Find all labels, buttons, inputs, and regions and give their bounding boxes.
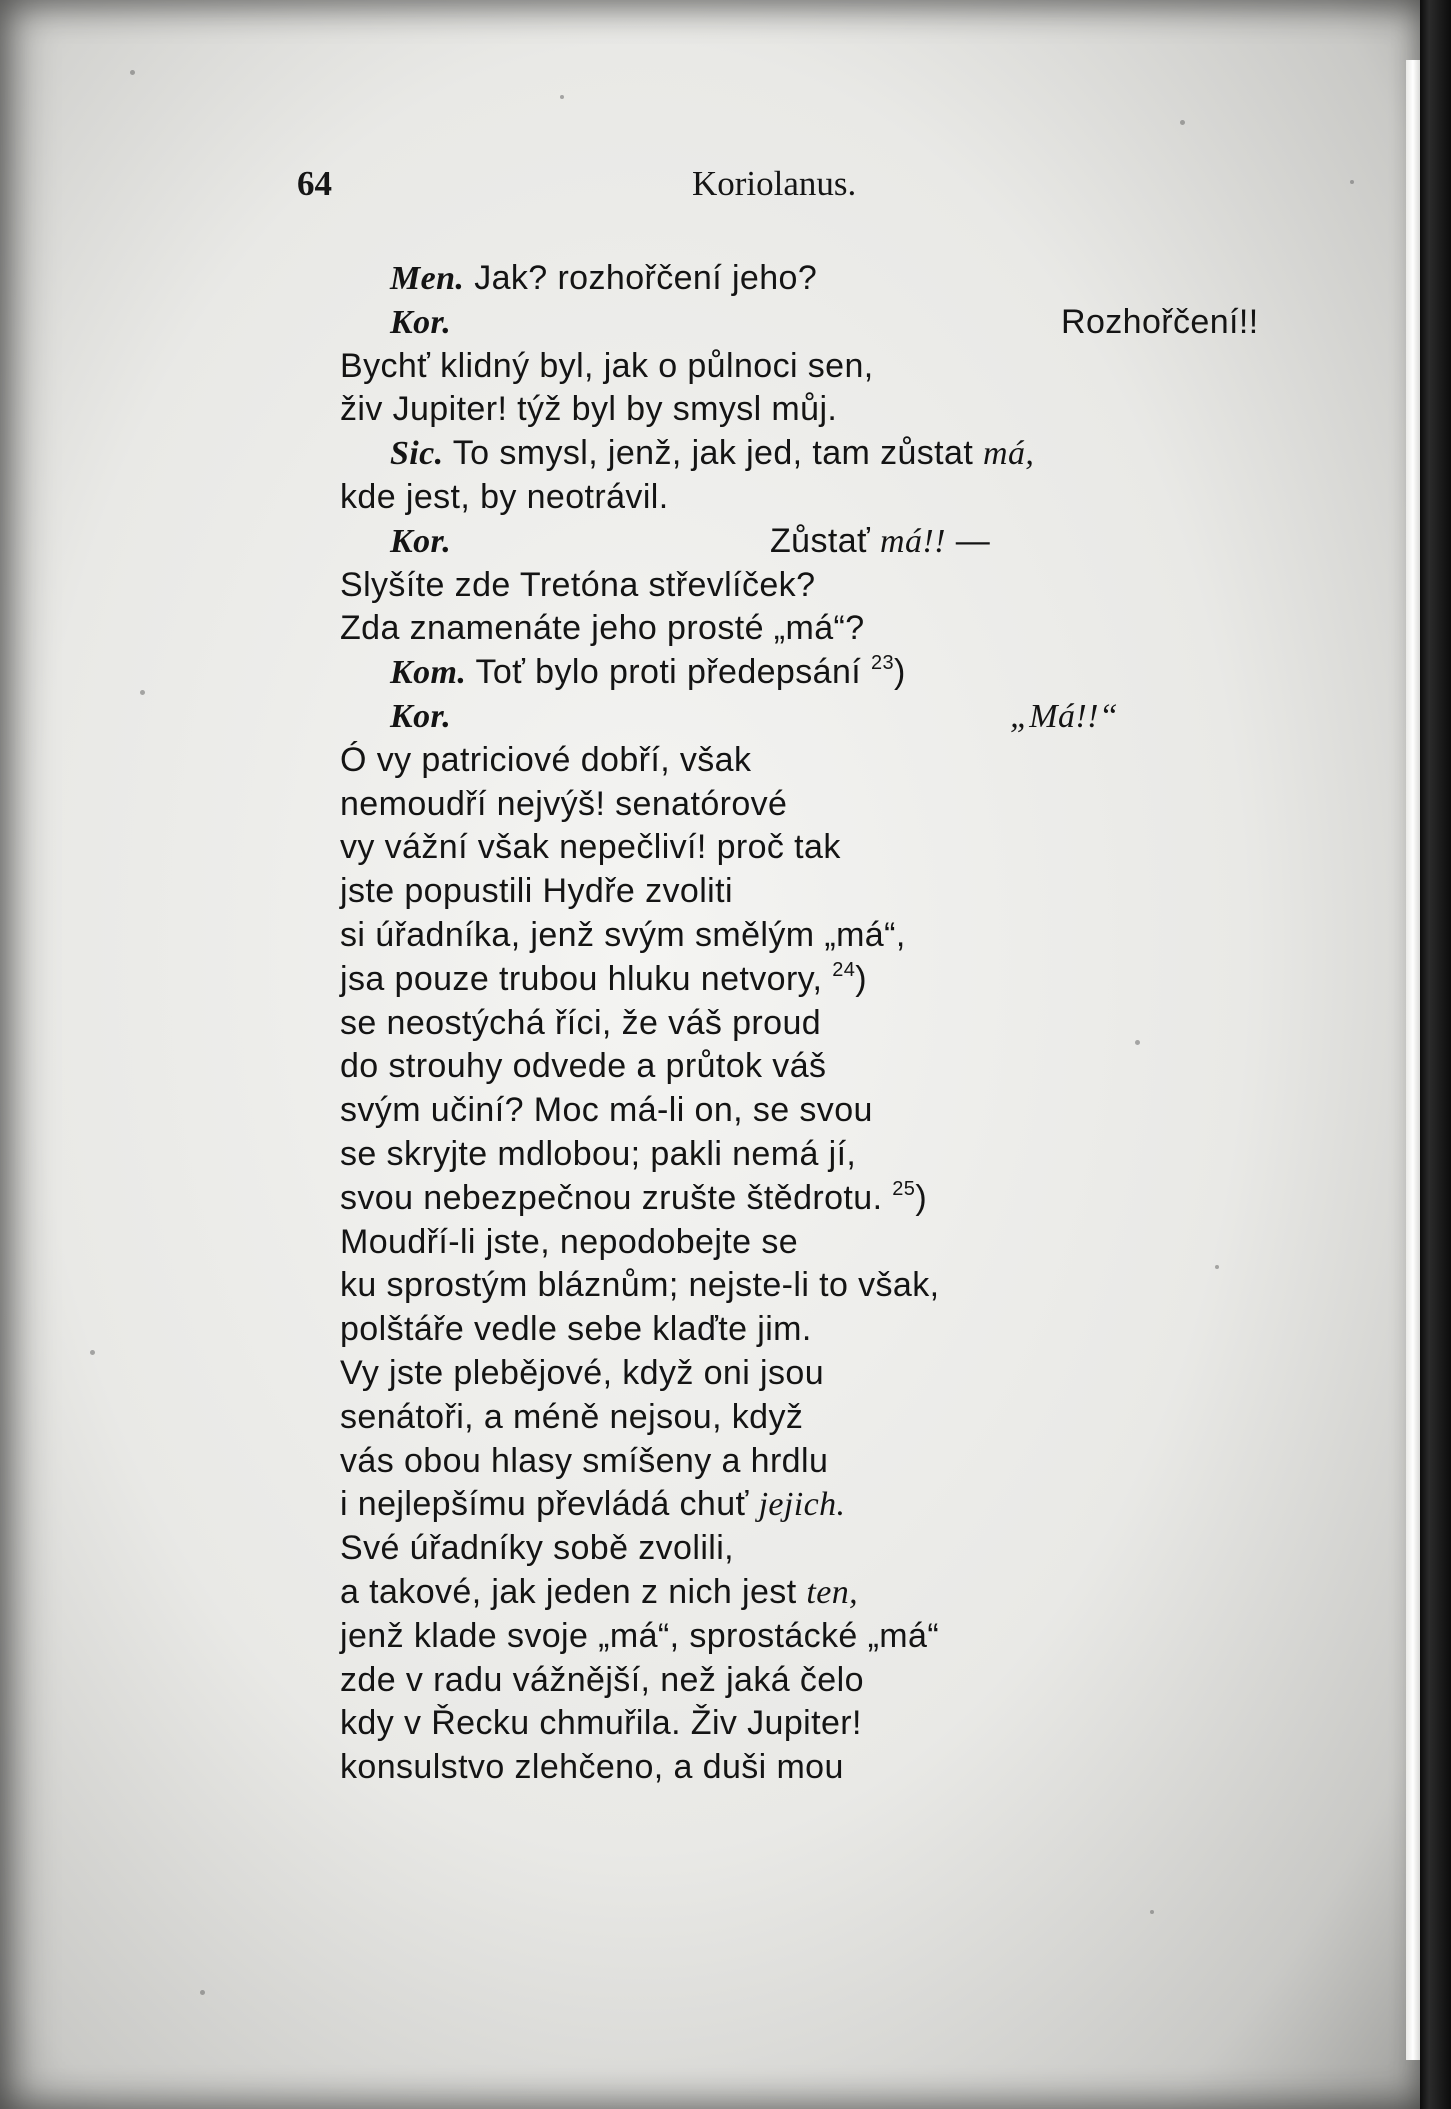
line-text-right: „Má!!“: [1010, 697, 1119, 735]
text-line: [340, 739, 1240, 783]
page-edge-highlight: [1406, 60, 1420, 2060]
line-text-italic: má!!: [880, 522, 946, 560]
line-text: se skryjte mdlobou; pakli nemá jí,: [340, 1134, 857, 1173]
line-text: zde v radu vážnější, než jaká čelo: [340, 1660, 864, 1699]
line-text-italic: má,: [983, 435, 1035, 473]
line-text: polštáře vedle sebe klaďte jim.: [340, 1310, 812, 1349]
line-text: se neostýchá říci, že váš proud: [340, 1003, 822, 1042]
line-text: Slyšíte zde Tretóna střevlíček?: [340, 565, 816, 604]
text-line: [340, 388, 1240, 432]
text-line: [340, 1396, 1240, 1440]
text-line: [340, 1221, 1240, 1265]
line-text-italic: jejich.: [758, 1486, 846, 1524]
speaker-label: Men.: [390, 260, 465, 297]
text-line: [340, 607, 1240, 651]
paper-speck: [140, 690, 145, 695]
text-line: [340, 914, 1240, 958]
line-text: jenž klade svoje „má“, sprostácké „má“: [340, 1616, 940, 1655]
paper-speck: [90, 1350, 95, 1355]
paper-speck: [1350, 180, 1354, 184]
line-text: To smysl, jenž, jak jed, tam zůstat: [443, 434, 984, 473]
line-text: jste popustili Hydře zvoliti: [340, 872, 733, 911]
line-text: Zda znamenáte jeho prosté „má“?: [340, 609, 865, 648]
text-line: [340, 1746, 1240, 1790]
text-line: [340, 1483, 1240, 1527]
paper-speck: [1215, 1265, 1219, 1269]
running-title: Koriolanus.: [692, 164, 857, 203]
line-text-right: Rozhořčení!!: [1061, 302, 1259, 341]
text-line: [340, 564, 1240, 608]
text-line: [340, 257, 1240, 301]
paper-speck: [560, 95, 564, 99]
text-line: [340, 301, 1259, 345]
footnote-ref: 23: [870, 652, 895, 675]
text-line: [340, 783, 1240, 827]
line-text: konsulstvo zlehčeno, a duši mou: [340, 1748, 844, 1787]
text-line: [340, 1308, 1240, 1352]
text-line: [340, 1177, 1240, 1221]
line-text: Své úřadníky sobě zvolili,: [340, 1529, 735, 1568]
paper-speck: [1180, 120, 1185, 125]
speaker-label: Kor.: [390, 697, 452, 735]
text-line: [340, 1089, 1240, 1133]
line-text: ): [855, 959, 868, 998]
text-line: [340, 1615, 1240, 1659]
text-line: [340, 1352, 1240, 1396]
line-text: ): [915, 1178, 928, 1217]
line-text: kde jest, by neotrávil.: [340, 477, 669, 516]
paper-speck: [200, 1990, 205, 1995]
line-text: jsa pouze trubou hluku netvory,: [340, 959, 833, 998]
footnote-ref: 25: [892, 1177, 916, 1200]
text-line: [340, 1440, 1240, 1484]
speaker-label: Kor.: [390, 303, 452, 341]
verse-text: [340, 257, 1259, 1790]
page-header: [0, 164, 1420, 212]
line-text: Vy jste plebějové, když oni jsou: [340, 1353, 825, 1392]
line-text: a takové, jak jeden z nich jest: [340, 1572, 807, 1611]
line-text: svým učiní? Moc má-li on, se svou: [340, 1091, 873, 1130]
text-line: [340, 476, 1240, 520]
line-text: ku sprostým bláznům; nejste-li to však,: [340, 1266, 940, 1305]
text-line: [340, 1264, 1240, 1308]
text-line: [340, 958, 1240, 1002]
footnote-ref: 24: [832, 958, 856, 981]
line-text: živ Jupiter! týž byl by smysl můj.: [340, 390, 838, 429]
text-line: [340, 826, 1240, 870]
text-line: [340, 695, 1240, 739]
text-line: [340, 1571, 1240, 1615]
line-text: Toť bylo proti předepsání: [466, 653, 871, 692]
scan-border: [1420, 0, 1451, 2109]
line-text: senátoři, a méně nejsou, když: [340, 1397, 804, 1436]
line-text: svou nebezpečnou zrušte štědrotu.: [340, 1178, 893, 1217]
text-line: [340, 870, 1240, 914]
line-text: vy vážní však nepečliví! proč tak: [340, 828, 841, 867]
text-line: [340, 520, 1240, 564]
page-number: 64: [297, 164, 332, 203]
text-line: [340, 1133, 1240, 1177]
speaker-label: Kor.: [390, 522, 452, 560]
text-line: [340, 432, 1240, 476]
speaker-label: Sic.: [390, 435, 444, 473]
line-text: do strouhy odvede a průtok váš: [340, 1047, 827, 1086]
line-text: Moudří-li jste, nepodobejte se: [340, 1222, 799, 1261]
text-line: [340, 1045, 1240, 1089]
text-line: [340, 1702, 1240, 1746]
paper-speck: [1150, 1910, 1154, 1914]
line-text: kdy v Řecku chmuřila. Živ Jupiter!: [340, 1704, 862, 1743]
line-text: Bychť klidný byl, jak o půlnoci sen,: [340, 346, 874, 385]
text-line: [340, 651, 1240, 695]
text-line: [340, 1527, 1240, 1571]
line-text-italic: ten,: [806, 1573, 859, 1611]
line-text-right: [770, 520, 990, 564]
line-text: Jak? rozhořčení jeho?: [464, 259, 818, 297]
line-text: i nejlepšímu převládá chuť: [340, 1485, 759, 1524]
paper-speck: [130, 70, 135, 75]
text-line: [340, 1002, 1240, 1046]
line-text: Zůstať: [770, 521, 881, 560]
line-text: Ó vy patriciové dobří, však: [340, 740, 752, 779]
speaker-label: Kom.: [390, 654, 467, 692]
line-text: vás obou hlasy smíšeny a hrdlu: [340, 1441, 829, 1480]
line-text: —: [945, 521, 991, 560]
line-text: si úřadníka, jenž svým smělým „má“,: [340, 915, 906, 954]
text-line: [340, 345, 1240, 389]
paper-speck: [1135, 1040, 1140, 1045]
line-text: nemoudří nejvýš! senatórové: [340, 784, 788, 823]
text-line: [340, 1659, 1240, 1703]
line-text: ): [894, 653, 906, 692]
